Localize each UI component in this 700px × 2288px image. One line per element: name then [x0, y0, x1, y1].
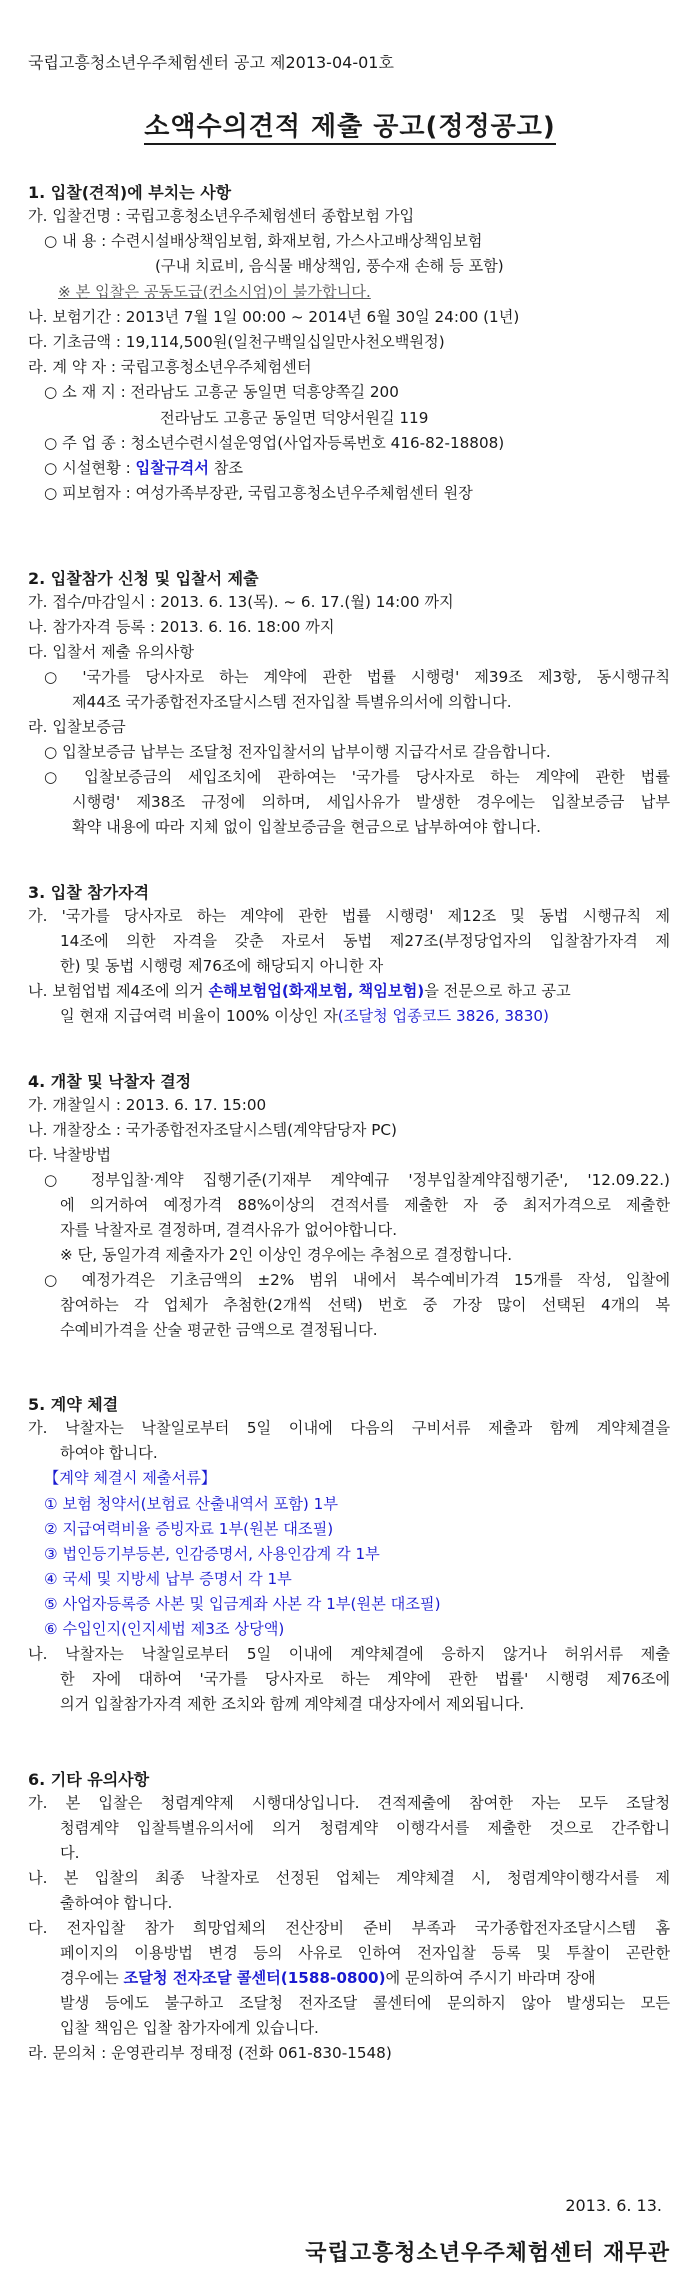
s1-content-cont: (구내 치료비, 음식물 배상책임, 풍수재 손해 등 포함) — [155, 257, 504, 275]
s5-document-item: ③ 법인등기부등본, 인감증명서, 사용인감계 각 1부 — [44, 1545, 380, 1563]
s2-item-a: 가. 접수/마감일시 : 2013. 6. 13(목). ~ 6. 17.(월) 14:00 까지 — [28, 593, 454, 611]
s5-document-item: ④ 국세 및 지방세 납부 증명서 각 1부 — [44, 1570, 292, 1588]
s3-b-suffix: 을 전문으로 하고 공고 — [424, 982, 571, 1000]
s6-a-line1: 가. 본 입찰은 청렴계약제 시행대상입니다. 견적제출에 참여한 자는 모두 조달청 — [28, 1794, 670, 1812]
s2-d1: ○ 입찰보증금 납부는 조달청 전자입찰서의 납부이행 지급각서로 갈음합니다. — [44, 743, 551, 761]
s1-business: ○ 주 업 종 : 청소년수련시설운영업(사업자등록번호 416-82-18808) — [44, 434, 505, 452]
s4-c2-line1: ○ 예정가격은 기초금액의 ±2% 범위 내에서 복수예비가격 15개를 작성, 입찰에 — [44, 1271, 670, 1289]
s3-a-line2: 14조에 의한 자격을 갖춘 자로서 동법 제27조(부정당업자의 입찰참가자격 제 — [60, 932, 670, 950]
s4-c2-line3: 수예비가격을 산술 평균한 금액으로 결정됩니다. — [60, 1321, 378, 1339]
s5-a-line2: 하여야 합니다. — [60, 1444, 158, 1462]
s4-item-a: 가. 개찰일시 : 2013. 6. 17. 15:00 — [28, 1096, 267, 1114]
section-5-heading: 5. 계약 체결 — [28, 1395, 119, 1414]
s1-item-c: 다. 기초금액 : 19,114,500원(일천구백일십일만사천오백원정) — [28, 333, 445, 351]
s6-c-line3 — [60, 1968, 596, 1988]
s3-b-prefix: 나. 보험업법 제4조에 의거 — [28, 982, 209, 1000]
s5-document-item: ① 보험 청약서(보험료 산출내역서 포함) 1부 — [44, 1495, 339, 1513]
s2-item-c: 다. 입찰서 제출 유의사항 — [28, 643, 195, 661]
s1-item-d: 라. 계 약 자 : 국립고흥청소년우주체험센터 — [28, 358, 312, 376]
s5-document-item: ⑥ 수입인지(인지세법 제3조 상당액) — [44, 1620, 285, 1638]
s3-b-line2 — [60, 1006, 549, 1026]
s3-a-line1: 가. '국가를 당사자로 하는 계약에 관한 법률 시행령' 제12조 및 동법 시행규칙 제 — [28, 907, 670, 925]
spec-document-link[interactable]: 입찰규격서 — [135, 459, 209, 477]
s6-c-line5: 입찰 책임은 입찰 참가자에게 있습니다. — [60, 2019, 319, 2037]
s4-c1-note: ※ 단, 동일가격 제출자가 2인 이상인 경우에는 추첨으로 결정합니다. — [60, 1246, 513, 1264]
s6-b-line1: 나. 본 입찰의 최종 낙찰자로 선정된 업체는 계약체결 시, 청렴계약이행각서를 제 — [28, 1869, 670, 1887]
s6-a-line2: 청렴계약 입찰특별유의서에 의거 청렴계약 이행각서를 제출한 것으로 간주합니 — [60, 1819, 670, 1837]
notice-date: 2013. 6. 13. — [565, 2196, 662, 2215]
s5-b-line2: 한 자에 대하여 '국가를 당사자로 하는 계약에 관한 법률' 시행령 제76조에 — [60, 1670, 670, 1688]
callcenter-contact: 조달청 전자조달 콜센터(1588-0800) — [123, 1969, 386, 1987]
issuing-organization: 국립고흥청소년우주체험센터 재무관 — [305, 2241, 670, 2266]
s4-c1-line2: 에 의거하여 예정가격 88%이상의 견적서를 제출한 자 중 최저가격으로 제출한 — [60, 1196, 670, 1214]
s6-c-line3-prefix: 경우에는 — [60, 1969, 124, 1987]
s4-item-b: 나. 개찰장소 : 국가종합전자조달시스템(계약담당자 PC) — [28, 1121, 397, 1139]
section-1-heading: 1. 입찰(견적)에 부치는 사항 — [28, 183, 232, 202]
s4-c2-line2: 참여하는 각 업체가 추첨한(2개씩 선택) 번호 중 가장 많이 선택된 4개의 복 — [60, 1296, 670, 1314]
page-title — [0, 106, 700, 143]
s1-item-a: 가. 입찰건명 : 국립고흥청소년우주체험센터 종합보험 가입 — [28, 207, 415, 225]
s6-a-line3: 다. — [60, 1844, 80, 1862]
s3-insurance-type: 손해보험업(화재보험, 책임보험) — [208, 982, 425, 1000]
s2-item-b: 나. 참가자격 등록 : 2013. 6. 16. 18:00 까지 — [28, 618, 335, 636]
title-text: 소액수의견적 제출 공고(정정공고) — [144, 112, 556, 145]
s1-facility-label: ○ 시설현황 : — [44, 459, 136, 477]
s1-content: ○ 내 용 : 수련시설배상책임보험, 화재보험, 가스사고배상책임보험 — [44, 232, 483, 250]
s2-item-d: 라. 입찰보증금 — [28, 718, 126, 736]
s6-c-line4: 발생 등에도 불구하고 조달청 전자조달 콜센터에 문의하지 않아 발생되는 모든 — [60, 1994, 670, 2012]
s4-c1-line3: 자를 낙찰자로 결정하며, 결격사유가 없어야합니다. — [60, 1221, 398, 1239]
s5-b-line1: 나. 낙찰자는 낙찰일로부터 5일 이내에 계약체결에 응하지 않거나 허위서류 제출 — [28, 1645, 670, 1663]
s3-a-line3: 한) 및 동법 시행령 제76조에 해당되지 아니한 자 — [60, 957, 384, 975]
s3-b-line2-text: 일 현재 지급여력 비율이 100% 이상인 자 — [60, 1007, 338, 1025]
s5-documents-title: 【계약 체결시 제출서류】 — [44, 1469, 217, 1487]
s1-facility — [44, 458, 243, 478]
section-2-heading: 2. 입찰참가 신청 및 입찰서 제출 — [28, 569, 259, 588]
s1-address-2: 전라남도 고흥군 동일면 덕양서원길 119 — [160, 409, 429, 427]
s6-c-line3-suffix: 에 문의하여 주시기 바라며 장애 — [385, 1969, 596, 1987]
s2-d2-line3: 확약 내용에 따라 지체 없이 입찰보증금을 현금으로 납부하여야 합니다. — [72, 818, 541, 836]
s1-address-1: ○ 소 재 지 : 전라남도 고흥군 동일면 덕흥양쪽길 200 — [44, 383, 399, 401]
s1-insured: ○ 피보험자 : 여성가족부장관, 국립고흥청소년우주체험센터 원장 — [44, 484, 473, 502]
s5-document-item: ② 지급여력비율 증빙자료 1부(원본 대조필) — [44, 1520, 334, 1538]
s1-item-b: 나. 보험기간 : 2013년 7월 1일 00:00 ~ 2014년 6월 30일 24:00 (1년) — [28, 308, 520, 326]
s6-c-line1: 다. 전자입찰 참가 희망업체의 전산장비 준비 부족과 국가종합전자조달시스템 홈 — [28, 1919, 670, 1937]
s2-d2-line2: 시행령' 제38조 규정에 의하며, 세입사유가 발생한 경우에는 입찰보증금 납부 — [72, 793, 670, 811]
s1-facility-suffix: 참조 — [208, 459, 244, 477]
s6-item-d: 라. 문의처 : 운영관리부 정태정 (전화 061-830-1548) — [28, 2044, 392, 2062]
s4-c1-line1: ○ 정부입찰·계약 집행기준(기재부 계약예규 '정부입찰계약집행기준', '12.09.22.) — [44, 1171, 670, 1189]
s4-item-c: 다. 낙찰방법 — [28, 1146, 112, 1164]
notice-number: 국립고흥청소년우주체험센터 공고 제2013-04-01호 — [28, 53, 394, 72]
s6-c-line2: 페이지의 이용방법 변경 등의 사유로 인하여 전자입찰 등록 및 투찰이 곤란한 — [60, 1944, 670, 1962]
s3-industry-code: (조달청 업종코드 3826, 3830) — [337, 1007, 549, 1025]
s2-c1-line2: 제44조 국가종합전자조달시스템 전자입찰 특별유의서에 의합니다. — [72, 693, 512, 711]
section-4-heading: 4. 개찰 및 낙찰자 결정 — [28, 1072, 192, 1091]
section-3-heading: 3. 입찰 참가자격 — [28, 883, 150, 902]
s1-consortium-note: ※ 본 입찰은 공동도급(컨소시엄)이 불가합니다. — [58, 283, 371, 301]
s5-a-line1: 가. 낙찰자는 낙찰일로부터 5일 이내에 다음의 구비서류 제출과 함께 계약체결을 — [28, 1419, 670, 1437]
s5-b-line3: 의거 입찰참가자격 제한 조치와 함께 계약체결 대상자에서 제외됩니다. — [60, 1695, 525, 1713]
s2-c1-line1: ○ '국가를 당사자로 하는 계약에 관한 법률 시행령' 제39조 제3항, 동시행규칙 — [44, 668, 670, 686]
s3-b-line1 — [28, 981, 571, 1001]
s2-d2-line1: ○ 입찰보증금의 세입조치에 관하여는 '국가를 당사자로 하는 계약에 관한 법률 — [44, 768, 670, 786]
s5-document-item: ⑤ 사업자등록증 사본 및 입금계좌 사본 각 1부(원본 대조필) — [44, 1595, 441, 1613]
s6-b-line2: 출하여야 합니다. — [60, 1894, 173, 1912]
section-6-heading: 6. 기타 유의사항 — [28, 1770, 150, 1789]
